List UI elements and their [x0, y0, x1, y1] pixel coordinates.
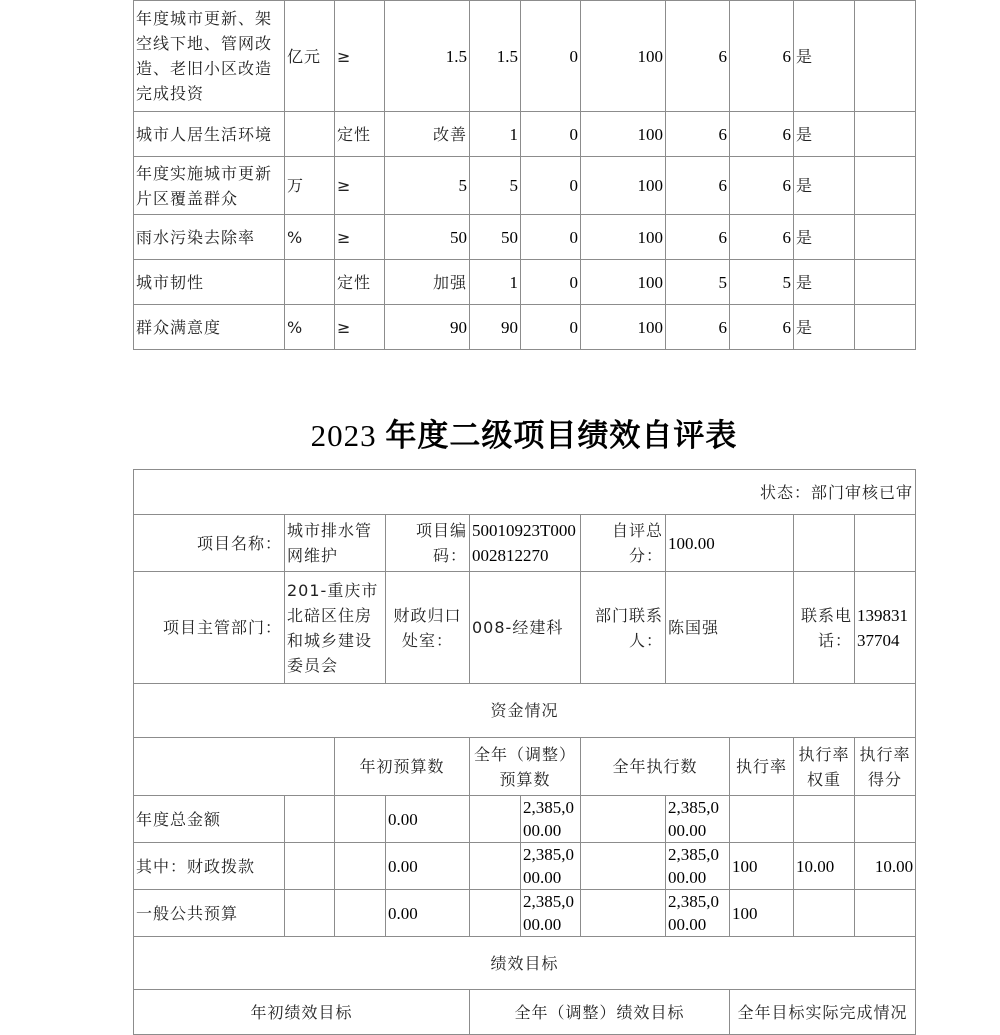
indicator-achieved: 是 [794, 260, 855, 305]
indicator-score: 6 [730, 1, 794, 112]
indicator-score: 6 [730, 157, 794, 215]
indicator-unit: 亿元 [285, 1, 335, 112]
indicator-score: 6 [730, 112, 794, 157]
goals-section-row [134, 937, 916, 990]
funding-weight: 10.00 [794, 843, 855, 890]
indicator-deviation: 0 [521, 215, 581, 260]
goals-section-heading: 绩效目标 [134, 937, 916, 990]
indicator-row [134, 1, 916, 112]
indicator-actual: 50 [470, 215, 521, 260]
indicator-deviation: 0 [521, 1, 581, 112]
indicator-completion: 100 [581, 157, 666, 215]
indicator-row [134, 112, 916, 157]
department-row [134, 572, 916, 684]
funding-adjusted: 2,385,000.00 [521, 843, 581, 890]
contact-value: 陈国强 [666, 572, 794, 684]
indicator-completion: 100 [581, 112, 666, 157]
indicator-score: 6 [730, 215, 794, 260]
finance-office-label: 财政归口处室： [386, 572, 470, 684]
header-initial-budget: 年初预算数 [335, 738, 470, 796]
indicator-score: 6 [730, 305, 794, 350]
funding-row-label: 其中：财政拨款 [134, 843, 285, 890]
indicator-note [855, 305, 916, 350]
indicator-actual: 5 [470, 157, 521, 215]
header-adjusted-budget: 全年（调整）预算数 [470, 738, 581, 796]
funding-executed: 2,385,000.00 [666, 796, 730, 843]
blank-header-cell [134, 738, 335, 796]
indicator-actual: 1 [470, 112, 521, 157]
project-name-value: 城市排水管网维护 [285, 515, 386, 572]
indicator-note [855, 260, 916, 305]
funding-section-row [134, 684, 916, 738]
indicator-row [134, 305, 916, 350]
indicator-unit [285, 260, 335, 305]
self-score-value: 100.00 [666, 515, 794, 572]
funding-adjusted: 2,385,000.00 [521, 890, 581, 937]
project-code-label: 项目编码： [386, 515, 470, 572]
phone-value: 13983137704 [855, 572, 916, 684]
report-title-year: 2023 [310, 418, 377, 453]
indicator-row [134, 215, 916, 260]
header-exec-score: 执行率得分 [855, 738, 916, 796]
status-text: 状态：部门审核已审 [134, 470, 916, 515]
funding-rate [730, 796, 794, 843]
funding-row [134, 796, 916, 843]
funding-weight [794, 796, 855, 843]
funding-score [855, 796, 916, 843]
indicator-unit: 万 [285, 157, 335, 215]
blank-cell [794, 515, 855, 572]
blank-cell [335, 843, 386, 890]
report-title-text: 年度二级项目绩效自评表 [376, 418, 738, 453]
indicator-note [855, 215, 916, 260]
blank-cell [335, 796, 386, 843]
indicator-name: 雨水污染去除率 [134, 215, 285, 260]
header-exec-rate: 执行率 [730, 738, 794, 796]
blank-cell [285, 890, 335, 937]
indicator-unit: % [285, 305, 335, 350]
indicator-name: 城市人居生活环境 [134, 112, 285, 157]
department-label: 项目主管部门： [134, 572, 285, 684]
blank-cell [855, 515, 916, 572]
funding-section-heading: 资金情况 [134, 684, 916, 738]
funding-row [134, 843, 916, 890]
indicator-unit: % [285, 215, 335, 260]
indicator-completion: 100 [581, 260, 666, 305]
indicator-operator: 定性 [335, 260, 385, 305]
indicator-actual: 90 [470, 305, 521, 350]
funding-row [134, 890, 916, 937]
blank-cell [285, 843, 335, 890]
indicator-operator: ≥ [335, 1, 385, 112]
indicator-row [134, 157, 916, 215]
indicator-deviation: 0 [521, 305, 581, 350]
blank-cell [581, 843, 666, 890]
funding-initial: 0.00 [386, 843, 470, 890]
indicator-weight: 5 [666, 260, 730, 305]
indicator-completion: 100 [581, 215, 666, 260]
header-exec-weight: 执行率权重 [794, 738, 855, 796]
funding-adjusted: 2,385,000.00 [521, 796, 581, 843]
goals-header-initial: 年初绩效目标 [134, 990, 470, 1035]
indicator-deviation: 0 [521, 157, 581, 215]
indicator-actual: 1 [470, 260, 521, 305]
indicator-table [133, 0, 916, 350]
self-score-label: 自评总分： [581, 515, 666, 572]
indicator-row [134, 260, 916, 305]
blank-cell [581, 796, 666, 843]
indicator-operator: ≥ [335, 305, 385, 350]
indicator-score: 5 [730, 260, 794, 305]
indicator-operator: ≥ [335, 157, 385, 215]
funding-executed: 2,385,000.00 [666, 890, 730, 937]
department-value: 201-重庆市北碚区住房和城乡建设委员会 [285, 572, 386, 684]
indicator-weight: 6 [666, 157, 730, 215]
indicator-name: 年度实施城市更新片区覆盖群众 [134, 157, 285, 215]
header-executed: 全年执行数 [581, 738, 730, 796]
project-row [134, 515, 916, 572]
funding-row-label: 年度总金额 [134, 796, 285, 843]
self-evaluation-table [133, 469, 916, 1035]
funding-executed: 2,385,000.00 [666, 843, 730, 890]
funding-weight [794, 890, 855, 937]
contact-label: 部门联系人： [581, 572, 666, 684]
goals-header-actual: 全年目标实际完成情况 [730, 990, 916, 1035]
indicator-weight: 6 [666, 1, 730, 112]
indicator-weight: 6 [666, 305, 730, 350]
indicator-operator: ≥ [335, 215, 385, 260]
indicator-achieved: 是 [794, 1, 855, 112]
indicator-target: 改善 [385, 112, 470, 157]
indicator-name: 年度城市更新、架空线下地、管网改造、老旧小区改造完成投资 [134, 1, 285, 112]
indicator-target: 加强 [385, 260, 470, 305]
blank-cell [285, 796, 335, 843]
indicator-achieved: 是 [794, 112, 855, 157]
indicator-actual: 1.5 [470, 1, 521, 112]
funding-initial: 0.00 [386, 796, 470, 843]
funding-header-row [134, 738, 916, 796]
indicator-achieved: 是 [794, 157, 855, 215]
indicator-weight: 6 [666, 215, 730, 260]
indicator-deviation: 0 [521, 112, 581, 157]
funding-rate: 100 [730, 843, 794, 890]
indicator-name: 群众满意度 [134, 305, 285, 350]
indicator-completion: 100 [581, 1, 666, 112]
project-name-label: 项目名称： [134, 515, 285, 572]
indicator-target: 1.5 [385, 1, 470, 112]
goals-header-adjusted: 全年（调整）绩效目标 [470, 990, 730, 1035]
blank-cell [335, 890, 386, 937]
indicator-note [855, 112, 916, 157]
blank-cell [470, 890, 521, 937]
status-row [134, 470, 916, 515]
blank-cell [470, 843, 521, 890]
indicator-achieved: 是 [794, 215, 855, 260]
funding-initial: 0.00 [386, 890, 470, 937]
indicator-note [855, 1, 916, 112]
funding-score: 10.00 [855, 843, 916, 890]
indicator-operator: 定性 [335, 112, 385, 157]
indicator-target: 5 [385, 157, 470, 215]
goals-header-row [134, 990, 916, 1035]
indicator-unit [285, 112, 335, 157]
project-code-value: 50010923T000002812270 [470, 515, 581, 572]
blank-cell [581, 890, 666, 937]
funding-score [855, 890, 916, 937]
indicator-target: 50 [385, 215, 470, 260]
phone-label: 联系电话： [794, 572, 855, 684]
indicator-deviation: 0 [521, 260, 581, 305]
funding-row-label: 一般公共预算 [134, 890, 285, 937]
indicator-target: 90 [385, 305, 470, 350]
finance-office-value: 008-经建科 [470, 572, 581, 684]
indicator-completion: 100 [581, 305, 666, 350]
indicator-weight: 6 [666, 112, 730, 157]
report-title [0, 410, 1000, 455]
indicator-note [855, 157, 916, 215]
funding-rate: 100 [730, 890, 794, 937]
blank-cell [470, 796, 521, 843]
indicator-achieved: 是 [794, 305, 855, 350]
indicator-name: 城市韧性 [134, 260, 285, 305]
